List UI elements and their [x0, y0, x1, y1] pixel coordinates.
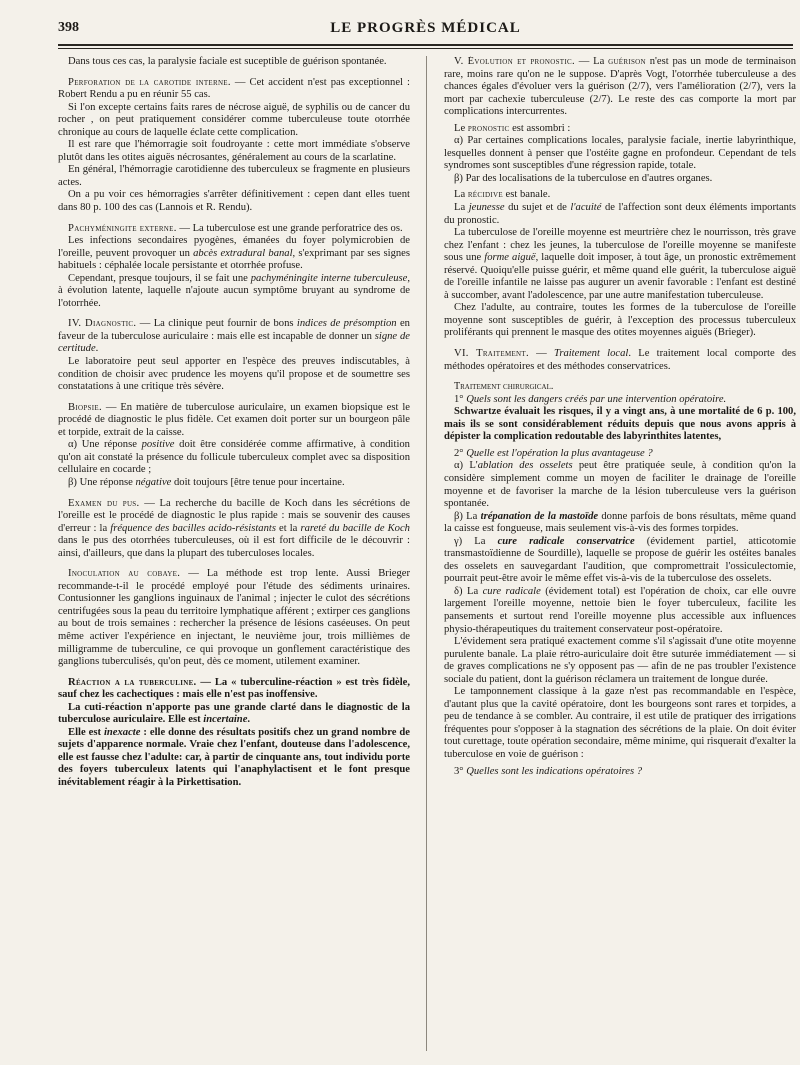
paragraph: La jeunesse du sujet et de l'acuité de l'affection sont deux éléments importants du pronostic. [444, 202, 796, 226]
paragraph: La récidive est banale. [454, 189, 551, 201]
paragraph: Si l'on excepte certains faits rares de nécrose aiguë, de syphilis ou de cancer du rocher , on peut pratiquement considérer comme tuberculeuse toute otorrhée chronique au cours de laquelle éclate cette complication. [58, 101, 410, 138]
section-heading: Perforation de la carotide interne. [68, 76, 231, 88]
column-divider [426, 56, 427, 1051]
paragraph: α) Par certaines complications locales, paralysie faciale, inertie labyrinthique, lesquelles donnent à penser que l'ostéite gagne en profondeur. Cependant de tels syndromes sont susceptibles d'une régression rapide, totale. [444, 135, 796, 172]
section-diagnostic: IV. Diagnostic. — La clinique peut fournir de bons indices de présomption en faveur de la tuberculose auriculaire : mais elle est incapable de donner un signe de certitude. [58, 318, 410, 355]
paragraph-facial-paralysis: Dans tous ces cas, la paralysie faciale est suceptible de guérison spontanée. [68, 56, 387, 67]
paragraph: 1° Quels sont les dangers créés par une intervention opératoire. [454, 393, 727, 405]
section-heading: Pachyméningite externe. [68, 222, 177, 234]
paragraph: On a pu voir ces hémorragies s'arrêter définitivement : cepen dant elles tuent dans 80 p. 100 des cas (Lannois et R. Rendu). [58, 189, 410, 214]
page-header [58, 20, 793, 42]
paragraph: Le pronostic est assombri : [454, 122, 571, 134]
section-heading: Biopsie. [68, 401, 102, 413]
paragraph: β) La trépanation de la mastoïde donne parfois de bons résultats, même quand la caisse est fongueuse, mais seulement vis-à-vis des formes torpides. [444, 510, 796, 535]
section-heading: V. Évolution et pronostic. [454, 56, 575, 67]
paragraph: Le laboratoire peut seul apporter en l'espèce des preuves indiscutables, à condition de choisir avec prudence les moyens qu'il propose et de soumettre ses constatations à une critique très sévère. [58, 356, 410, 393]
paragraph: Le tamponnement classique à la gaze n'est pas recommandable en l'espèce, d'autant plus que la cavité opératoire, dont les bourgeons sont rares et torpides, a peu de tendance à se combler. Au contraire, il est utile de pratiquer des irrigations fréquentes pour s'opposer à la stagnation des sécrétions de la plaie. On doit éviter tout curettage, toute opération secondaire, même minime, qui risquerait d'exalter la tuberculose en voie de guérison : [444, 686, 796, 760]
paragraph: α) L'ablation des osselets peut être pratiquée seule, à condition qu'on la considère simplement comme un moyen de faciliter le drainage de l'oreille moyenne et de favoriser la marche de la lésion tuberculeuse vers la guérison spontanée. [444, 460, 796, 510]
paragraph: La tuberculose de l'oreille moyenne est meurtrière chez le nourrisson, très grave chez l'enfant : chez les jeunes, la tuberculose de l'oreille moyenne se manifeste sous une forme aiguë, laquelle doit imposer, à tout âge, un pronostic extrêmement réservé. Quoiqu'elle puisse guérir, et même quand elle guérit, la tuberculose aiguë de l'oreille infantile ne laisse pas augurer un avenir favorable : l'enfant est destiné à succomber, avant l'adolescence, par une autre manifestation tuberculeuse. [444, 227, 796, 301]
section-heading: Examen du pus. [68, 497, 140, 509]
section-traitement: VI. Traitement. — Traitement local. Le traitement local comporte des méthodes opératoires et des méthodes conservatrices. [444, 348, 796, 372]
paragraph: Chez l'adulte, au contraire, toutes les formes de la tuberculose de l'oreille moyenne sont susceptibles de guérir, à l'exception des processus tuberculeux proliférants qui prennent le masque des otites moyennes aiguës (Brieger). [444, 302, 796, 339]
section-examen-pus: Examen du pus. — La recherche du bacille de Koch dans les sécrétions de l'oreille est le procédé de diagnostic le plus rapide : mais se souvenir des causes d'erreur : la fréquence des bacilles acido-résistants et la rareté du bacille de Koch dans le pus des otorrhées tuberculeuses, où il est fort difficile de le découvrir : ainsi, d'ailleurs, que dans la plupart des tuberculoses locales. [58, 497, 410, 559]
page-number: 398 [58, 20, 79, 35]
section-heading: Réaction a la tuberculine. [68, 676, 197, 688]
paragraph: La cuti-réaction n'apporte pas une grande clarté dans le diagnostic de la tuberculose auriculaire. Elle est incertaine. [58, 701, 410, 726]
left-column [58, 56, 410, 1056]
paragraph: γ) La cure radicale conservatrice (évidement partiel, atticotomie transmastoïdienne de Sourdille), laquelle se propose de guérir les ostéites banales des osselets en sauvegardant l'audition, que compromettrait l'ossiculectomie, pourrait peut-être avoir le même effet vis-à-vis de la tuberculose des osselets. [444, 535, 796, 585]
paragraph: 2° Quelle est l'opération la plus avantageuse ? [454, 447, 653, 459]
paragraph: Il est rare que l'hémorragie soit foudroyante : cette mort immédiate s'observe plutôt dans les otites aiguës nécrosantes, généralement au cours de la scarlatine. [58, 139, 410, 163]
section-evolution: V. Évolution et pronostic. — La guérison n'est pas un mode de terminaison rare, moins rare qu'on ne le suppose. D'après Vogt, l'otorrhée tuberculeuse a des chances égales d'évoluer vers la guérison (2/7), vers l'amélioration (2/7), vers la mort par cachexie tuberculeuse (2/7). Le reste des cas comporte la mort par complications intercurrentes. [444, 56, 796, 118]
paragraph: Les infections secondaires pyogènes, émanées du foyer polymicrobien de l'oreille, peuvent provoquer un abcès extradural banal, s'exprimant par ses signes habituels : céphalée locale persistante et otorrhée profuse. [58, 235, 410, 272]
paragraph: δ) La cure radicale (évidement total) est l'opération de choix, car elle ouvre largement l'oreille moyenne, nettoie bien le foyer tuberculeux, facilite les pansements et surtout rend l'oreille moyenne plus accessible aux influences physio-thérapeutiques du traitement conservateur post-opératoire. [444, 585, 796, 635]
section-inoculation: Inoculation au cobaye. — La méthode est trop lente. Aussi Brieger recommande-t-il le procédé employé pour l'étude des sédiments urinaires. Contusionner les ganglions inguinaux de l'animal ; injecter le culot des sécrétions centrifugées sous la peau du territoire lymphatique afférent ; extirper ces ganglions au bout de trois semaines : rechercher la présence de lésions caséeuses. On peut même activer l'expérience en injectant, le neuvième jour, trois millièmes de milligramme de tuberculine, ce qui provoque un gonflement caractéristique des ganglions tuberculisés, qu'on peut, dès ce moment, utilement examiner. [58, 568, 410, 668]
paragraph: β) Par des localisations de la tuberculose en d'autres organes. [454, 172, 713, 184]
section-perforation: Perforation de la carotide interne. — Cet accident n'est pas exceptionnel : Robert Rendu a pu en réunir 55 cas. [58, 76, 410, 101]
section-pachymeningite: Pachyméningite externe. — La tuberculose est une grande perforatrice des os. [68, 222, 403, 234]
section-heading: VI. Traitement. [454, 348, 529, 360]
section-heading: IV. Diagnostic. [68, 318, 137, 330]
paragraph: L'évidement sera pratiqué exactement comme s'il s'agissait d'une otite moyenne purulente banale. La plaie rétro-auriculaire doit être suturée immédiatement — si de graves complications ne s'y opposent pas — afin de ne pas troubler l'existence sociale du patient, dont la guérison réclamera un traitement de longue durée. [444, 636, 796, 685]
paragraph: Cependant, presque toujours, il se fait une pachyméningite interne tuberculeuse, à évolution latente, laquelle n'ajoute aucun symptôme bruyant au syndrome de l'otorrhée. [58, 272, 410, 309]
paragraph: Schwartze évaluait les risques, il y a vingt ans, à une mortalité de 6 p. 100, mais ils se sont considérablement réduits depuis que nous avons appris à dépister la complication redoutable des labyrinthites latentes, [444, 406, 796, 443]
right-column [444, 56, 796, 1056]
paragraph: En général, l'hémorragie carotidienne des tuberculeux se fragmente en plusieurs actes. [58, 164, 410, 188]
header-rule [58, 44, 793, 46]
paragraph: Elle est inexacte : elle donne des résultats positifs chez un grand nombre de sujets d'apparence normale. Vraie chez l'enfant, douteuse dans l'adolescence, elle est fausse chez l'adulte: car, à partir de cinquante ans, tout individu porte des foyers tuberculeux latents qui l'anaphylactisent et le font presque inévitablement réagir à la Pirkettisation. [58, 726, 410, 788]
subsection-heading-chirurgical: Traitement chirurgical. [454, 381, 554, 393]
section-tuberculine: Réaction a la tuberculine. — La « tuberculine-réaction » est très fidèle, sauf chez les cachectiques : mais elle n'est pas inoffensive. [58, 676, 410, 701]
header-rule-thin [58, 48, 793, 49]
paragraph: β) Une réponse négative doit toujours [être tenue pour incertaine. [68, 476, 345, 488]
section-biopsie: Biopsie. — En matière de tuberculose auriculaire, un examen biopsique est le procédé de diagnostic le plus fidèle. Cet examen doit porter sur un bourgeon pâle et torpide, extrait de la caisse. [58, 401, 410, 438]
journal-title: LE PROGRÈS MÉDICAL [330, 20, 521, 36]
section-heading: Inoculation au cobaye. [68, 568, 181, 580]
paragraph: α) Une réponse positive doit être considérée comme affirmative, à condition qu'on ait constaté la présence du follicule tuberculeux complet avec sa disposition cellulaire en cocarde ; [58, 439, 410, 476]
paragraph: 3° Quelles sont les indications opératoires ? [454, 765, 643, 777]
